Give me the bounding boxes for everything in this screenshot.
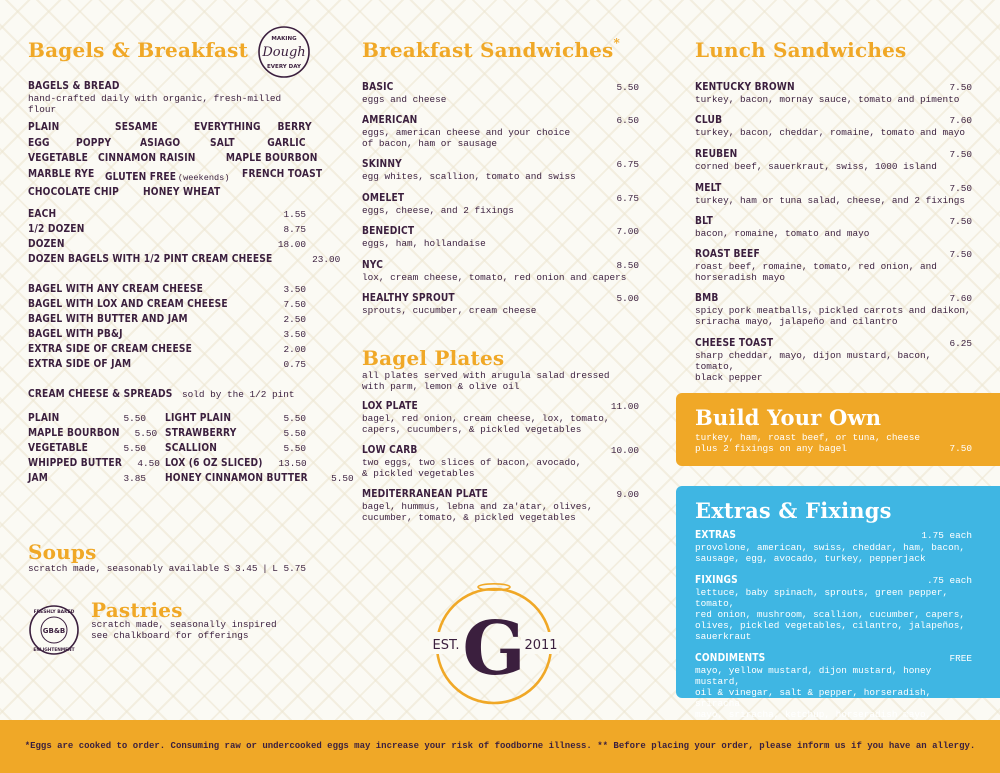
menu-item [362, 488, 639, 523]
flavor: EGG [28, 136, 50, 149]
price-row [165, 411, 306, 426]
group-name: EXTRAS [695, 529, 737, 541]
item-desc: eggs, cheese, and 2 fixings [362, 205, 514, 216]
build-price-line [695, 443, 972, 454]
item-desc: lox, cream cheese, tomato, red onion and capers [362, 272, 627, 283]
breakfast-sandwiches-title [362, 38, 620, 62]
item-name: EXTRA SIDE OF JAM [28, 358, 132, 370]
bagels-title: Bagels & Breakfast [28, 38, 249, 62]
making-dough-badge-icon [257, 25, 311, 79]
asterisk: * [613, 36, 620, 50]
menu-item [695, 114, 972, 138]
item-price: 6.25 [949, 338, 972, 349]
seal-center: GB&B [42, 627, 66, 635]
item-desc: horseradish mayo [695, 272, 786, 283]
flavor: ASIAGO [139, 136, 181, 149]
item-price: 1.55 [283, 209, 306, 220]
item-desc: turkey, bacon, mornay sauce, tomato and pimento [695, 94, 960, 105]
price-row [28, 207, 306, 222]
menu-item [362, 114, 639, 149]
item-price: 5.50 [123, 413, 146, 424]
item-desc: black pepper [695, 372, 763, 383]
bagel-plates-title: Bagel Plates [362, 346, 505, 370]
item-desc: cucumber, tomato, & pickled vegetables [362, 512, 576, 523]
item-name: JAM [28, 472, 49, 484]
soups-line [28, 563, 306, 574]
item-name: OMELET [362, 192, 405, 204]
flavor: POPPY [76, 136, 112, 149]
item-price: 11.00 [610, 401, 639, 412]
item-price: 13.50 [278, 458, 307, 469]
group-desc: mayo, yellow mustard, dijon mustard, honey mustard, [695, 665, 932, 687]
seal-ring-bottom: ENLIGHTENMENT [33, 648, 75, 653]
flavor-row [28, 185, 306, 201]
item-name: CHEESE TOAST [695, 337, 774, 349]
item-name: BAGEL WITH PB&J [28, 328, 123, 340]
flavor: SALT [209, 136, 235, 149]
item-desc: bacon, romaine, tomato and mayo [695, 228, 870, 239]
item-price: 18.00 [277, 239, 306, 250]
menu-item [695, 337, 972, 383]
logo-letter: G [462, 606, 526, 692]
flavor: SESAME [114, 121, 158, 133]
flavor-row [28, 151, 318, 167]
flavor-row [28, 136, 306, 152]
spreads-left [28, 411, 160, 486]
item-price: 4.50 [137, 458, 160, 469]
price-row [28, 357, 306, 372]
flavor: BERRY [277, 121, 312, 133]
menu-item [362, 259, 639, 283]
badge-bottom-text: EVERY DAY [267, 64, 301, 70]
flavor: GARLIC [267, 136, 306, 149]
bagel-combos [28, 282, 306, 372]
group-desc: oil & vinegar, salt & pepper, horseradish, sriracha [695, 687, 932, 709]
build-desc-1: turkey, ham, roast beef, or tuna, cheese [695, 432, 921, 443]
item-price: 5.50 [283, 443, 306, 454]
flavor-note: (weekends) [177, 172, 230, 183]
group-desc: provolone, american, swiss, cheddar, ham, bacon, [695, 542, 966, 553]
group-desc: mayo, sriracha, ketchup, horseradish mayo, [695, 709, 932, 720]
flavor-row [28, 167, 323, 186]
item-desc: roast beef, romaine, tomato, red onion, and [695, 261, 937, 272]
price-row [28, 327, 306, 342]
item-price: 23.00 [312, 254, 341, 265]
item-price: 10.00 [610, 445, 639, 456]
item-price: 3.50 [283, 329, 306, 340]
group-price: 1.75 each [921, 530, 972, 541]
item-price: 5.00 [616, 293, 639, 304]
item-name: BLT [695, 215, 713, 227]
allergy-footer [0, 720, 1000, 773]
item-desc: turkey, ham or tuna salad, cheese, and 2 fixings [695, 195, 966, 206]
group-desc: red onion, mushroom, scallion, cucumber, capers, [695, 609, 966, 620]
menu-item [695, 148, 972, 172]
item-price: 6.75 [616, 193, 639, 204]
quantity-prices [28, 207, 341, 267]
extras-box [676, 486, 1000, 720]
item-name: DOZEN BAGELS WITH 1/2 PINT CREAM CHEESE [28, 253, 273, 265]
menu-item [362, 81, 639, 105]
price-row [28, 297, 306, 312]
price-row [28, 426, 158, 441]
item-desc: sriracha mayo, jalapeño and cilantro [695, 316, 898, 327]
item-desc: eggs, american cheese and your choice [362, 127, 571, 138]
pastries-desc-2: see chalkboard for offerings [91, 630, 249, 641]
item-name: VEGETABLE [28, 442, 89, 454]
build-your-own-box [676, 393, 1000, 466]
flavor: EVERYTHING [194, 121, 261, 133]
item-name: LIGHT PLAIN [165, 412, 232, 424]
item-price: 2.00 [283, 344, 306, 355]
item-desc: capers, cucumbers, & pickled vegetables [362, 424, 582, 435]
item-name: LOW CARB [362, 444, 418, 456]
item-name: ROAST BEEF [695, 248, 760, 260]
item-price: 2.50 [283, 314, 306, 325]
bread-section [28, 80, 306, 115]
item-name: PLAIN [28, 412, 60, 424]
bagel-flavors [28, 120, 323, 201]
item-price: 8.50 [616, 260, 639, 271]
soups-title: Soups [28, 540, 97, 564]
spreads-header [28, 384, 295, 402]
item-price: 5.50 [123, 443, 146, 454]
price-row [165, 441, 306, 456]
item-desc: bagel, hummus, lebna and za'atar, olives, [362, 501, 593, 512]
item-price: 3.50 [283, 284, 306, 295]
flavor: PLAIN [28, 121, 60, 133]
item-price: 5.50 [616, 82, 639, 93]
item-name: WHIPPED BUTTER [28, 457, 123, 469]
item-price: 7.50 [949, 216, 972, 227]
item-price: 7.00 [616, 226, 639, 237]
group-desc: sauerkraut [695, 631, 752, 642]
price-row [165, 426, 306, 441]
menu-item [362, 292, 639, 316]
item-price: 7.60 [949, 293, 972, 304]
menu-item [695, 81, 972, 105]
flavor: CINNAMON RAISIN [97, 152, 196, 164]
menu-item [362, 444, 639, 479]
item-name: BAGEL WITH LOX AND CREAM CHEESE [28, 298, 228, 310]
intro-line: with parm, lemon & olive oil [362, 381, 520, 392]
item-desc: & pickled vegetables [362, 468, 475, 479]
group-desc: sausage, egg, avocado, turkey, pepperjack [695, 553, 926, 564]
item-price: 7.50 [949, 149, 972, 160]
item-price: 7.60 [949, 115, 972, 126]
item-name: MELT [695, 182, 722, 194]
group-price: FREE [949, 653, 972, 664]
item-name: LOX (6 OZ SLICED) [165, 457, 263, 469]
item-name: HONEY CINNAMON BUTTER [165, 472, 308, 484]
extras-group [695, 574, 972, 642]
price-row [28, 312, 306, 327]
flavor: VEGETABLE [28, 152, 89, 164]
item-price: 5.50 [283, 413, 306, 424]
flavor: MARBLE RYE [28, 167, 95, 180]
item-price: 5.50 [283, 428, 306, 439]
item-price: 7.50 [949, 82, 972, 93]
menu-item [362, 225, 639, 249]
item-desc: of bacon, ham or sausage [362, 138, 498, 149]
flavor: MAPLE BOURBON [226, 152, 318, 164]
item-name: NYC [362, 259, 384, 271]
item-name: EXTRA SIDE OF CREAM CHEESE [28, 343, 192, 355]
item-desc: eggs and cheese [362, 94, 447, 105]
price-row [28, 342, 306, 357]
item-price: 6.75 [616, 159, 639, 170]
bread-title: BAGELS & BREAD [28, 80, 120, 92]
flavor: GLUTEN FREE [105, 170, 177, 183]
price-row [165, 471, 354, 486]
badge-word: Dough [262, 45, 306, 60]
menu-item [362, 400, 639, 435]
item-name: BAGEL WITH ANY CREAM CHEESE [28, 283, 203, 295]
item-name: EACH [28, 208, 57, 220]
menu-item [695, 182, 972, 206]
spreads-title: CREAM CHEESE & SPREADS [28, 388, 173, 400]
item-name: AMERICAN [362, 114, 418, 126]
item-name: BAGEL WITH BUTTER AND JAM [28, 313, 188, 325]
gluten-free-group [105, 167, 229, 186]
pastries-desc-1: scratch made, seasonally inspired [91, 619, 277, 630]
price-row [28, 282, 306, 297]
soups-desc: scratch made, seasonably available [28, 563, 220, 574]
footer-text: *Eggs are cooked to order. Consuming raw or undercooked eggs may increase your risk of foodborne illness. ** Before placing your order, please inform us if you have an allergy. [24, 741, 976, 751]
item-price: 7.50 [283, 299, 306, 310]
item-name: STRAWBERRY [165, 427, 237, 439]
group-price: .75 each [926, 575, 972, 586]
bread-desc: hand-crafted daily with organic, fresh-milled flour [28, 93, 282, 115]
item-name: REUBEN [695, 148, 738, 160]
price-row [28, 441, 146, 456]
flavor: HONEY WHEAT [142, 186, 221, 198]
pastries-title: Pastries [91, 598, 183, 622]
item-name: BMB [695, 292, 719, 304]
item-price: 3.85 [123, 473, 146, 484]
flavor: CHOCOLATE CHIP [28, 186, 120, 198]
item-desc: two eggs, two slices of bacon, avocado, [362, 457, 582, 468]
build-title: Build Your Own [695, 405, 882, 430]
item-desc: sprouts, cucumber, cream cheese [362, 305, 537, 316]
item-name: BENEDICT [362, 225, 415, 237]
est-logo [424, 570, 564, 710]
item-name: SCALLION [165, 442, 218, 454]
soup-large-price: L 5.75 [272, 563, 306, 574]
item-name: BASIC [362, 81, 394, 93]
logo-year: 2011 [524, 638, 558, 653]
group-name: FIXINGS [695, 574, 738, 586]
menu-item [695, 215, 972, 239]
item-price: 9.00 [616, 489, 639, 500]
flavor: FRENCH TOAST [242, 167, 323, 180]
flavor-row [28, 120, 312, 136]
item-name: CLUB [695, 114, 723, 126]
item-desc: egg whites, scallion, tomato and swiss [362, 171, 576, 182]
price-row [28, 456, 160, 471]
spreads-right [165, 411, 354, 486]
item-price: 6.50 [616, 115, 639, 126]
item-name: SKINNY [362, 158, 402, 170]
bagel-plates-intro [362, 370, 610, 392]
item-desc: turkey, bacon, cheddar, romaine, tomato and mayo [695, 127, 966, 138]
price-row [28, 471, 146, 486]
menu-item [695, 248, 972, 283]
spreads-note: sold by the 1/2 pint [182, 389, 295, 400]
soup-small-price: S 3.45 [223, 563, 258, 574]
pastries-seal [28, 604, 80, 656]
item-desc: eggs, ham, hollandaise [362, 238, 486, 249]
item-desc: bagel, red onion, cream cheese, lox, tomato, [362, 413, 610, 424]
item-price: 7.50 [949, 183, 972, 194]
build-desc-2: plus 2 fixings on any bagel [695, 443, 847, 454]
making-dough-badge [257, 25, 311, 79]
item-desc: corned beef, sauerkraut, swiss, 1000 island [695, 161, 937, 172]
intro-line: all plates served with arugula salad dressed [362, 370, 610, 381]
badge-top-text: MAKING [271, 36, 297, 42]
logo-est: EST. [432, 638, 460, 653]
item-price: 0.75 [283, 359, 306, 370]
price-row [165, 456, 306, 471]
extras-group [695, 529, 972, 564]
seal-icon [28, 604, 80, 656]
extras-title: Extras & Fixings [695, 498, 892, 523]
group-name: CONDIMENTS [695, 652, 766, 664]
seal-ring-top: FRESHLY BAKED [33, 610, 75, 615]
menu-item [695, 292, 972, 327]
item-price: 8.75 [283, 224, 306, 235]
item-name: HEALTHY SPROUT [362, 292, 455, 304]
item-name: MAPLE BOURBON [28, 427, 120, 439]
soup-separator: | [262, 563, 268, 574]
item-name: MEDITERRANEAN PLATE [362, 488, 488, 500]
group-desc: olives, pickled vegetables, cilantro, jalapeños, [695, 620, 966, 631]
g-logo-icon [424, 570, 564, 710]
build-price: 7.50 [949, 443, 972, 454]
price-row [28, 237, 306, 252]
lunch-title: Lunch Sandwiches [695, 38, 907, 62]
price-row [28, 222, 306, 237]
group-desc: lettuce, baby spinach, sprouts, green pepper, tomato, [695, 587, 949, 609]
item-name: KENTUCKY BROWN [695, 81, 795, 93]
item-name: LOX PLATE [362, 400, 418, 412]
menu-item [362, 192, 639, 216]
item-price: 5.50 [134, 428, 158, 439]
item-price: 7.50 [949, 249, 972, 260]
price-row [28, 411, 146, 426]
item-desc: sharp cheddar, mayo, dijon mustard, bacon, tomato, [695, 350, 932, 372]
item-price: 5.50 [331, 473, 354, 484]
breakfast-sandwiches-title-text: Breakfast Sandwiches [362, 38, 614, 62]
item-name: 1/2 DOZEN [28, 223, 85, 235]
item-desc: spicy pork meatballs, pickled carrots and daikon, [695, 305, 971, 316]
menu-item [362, 158, 639, 182]
price-row [28, 252, 341, 267]
item-name: DOZEN [28, 238, 65, 250]
